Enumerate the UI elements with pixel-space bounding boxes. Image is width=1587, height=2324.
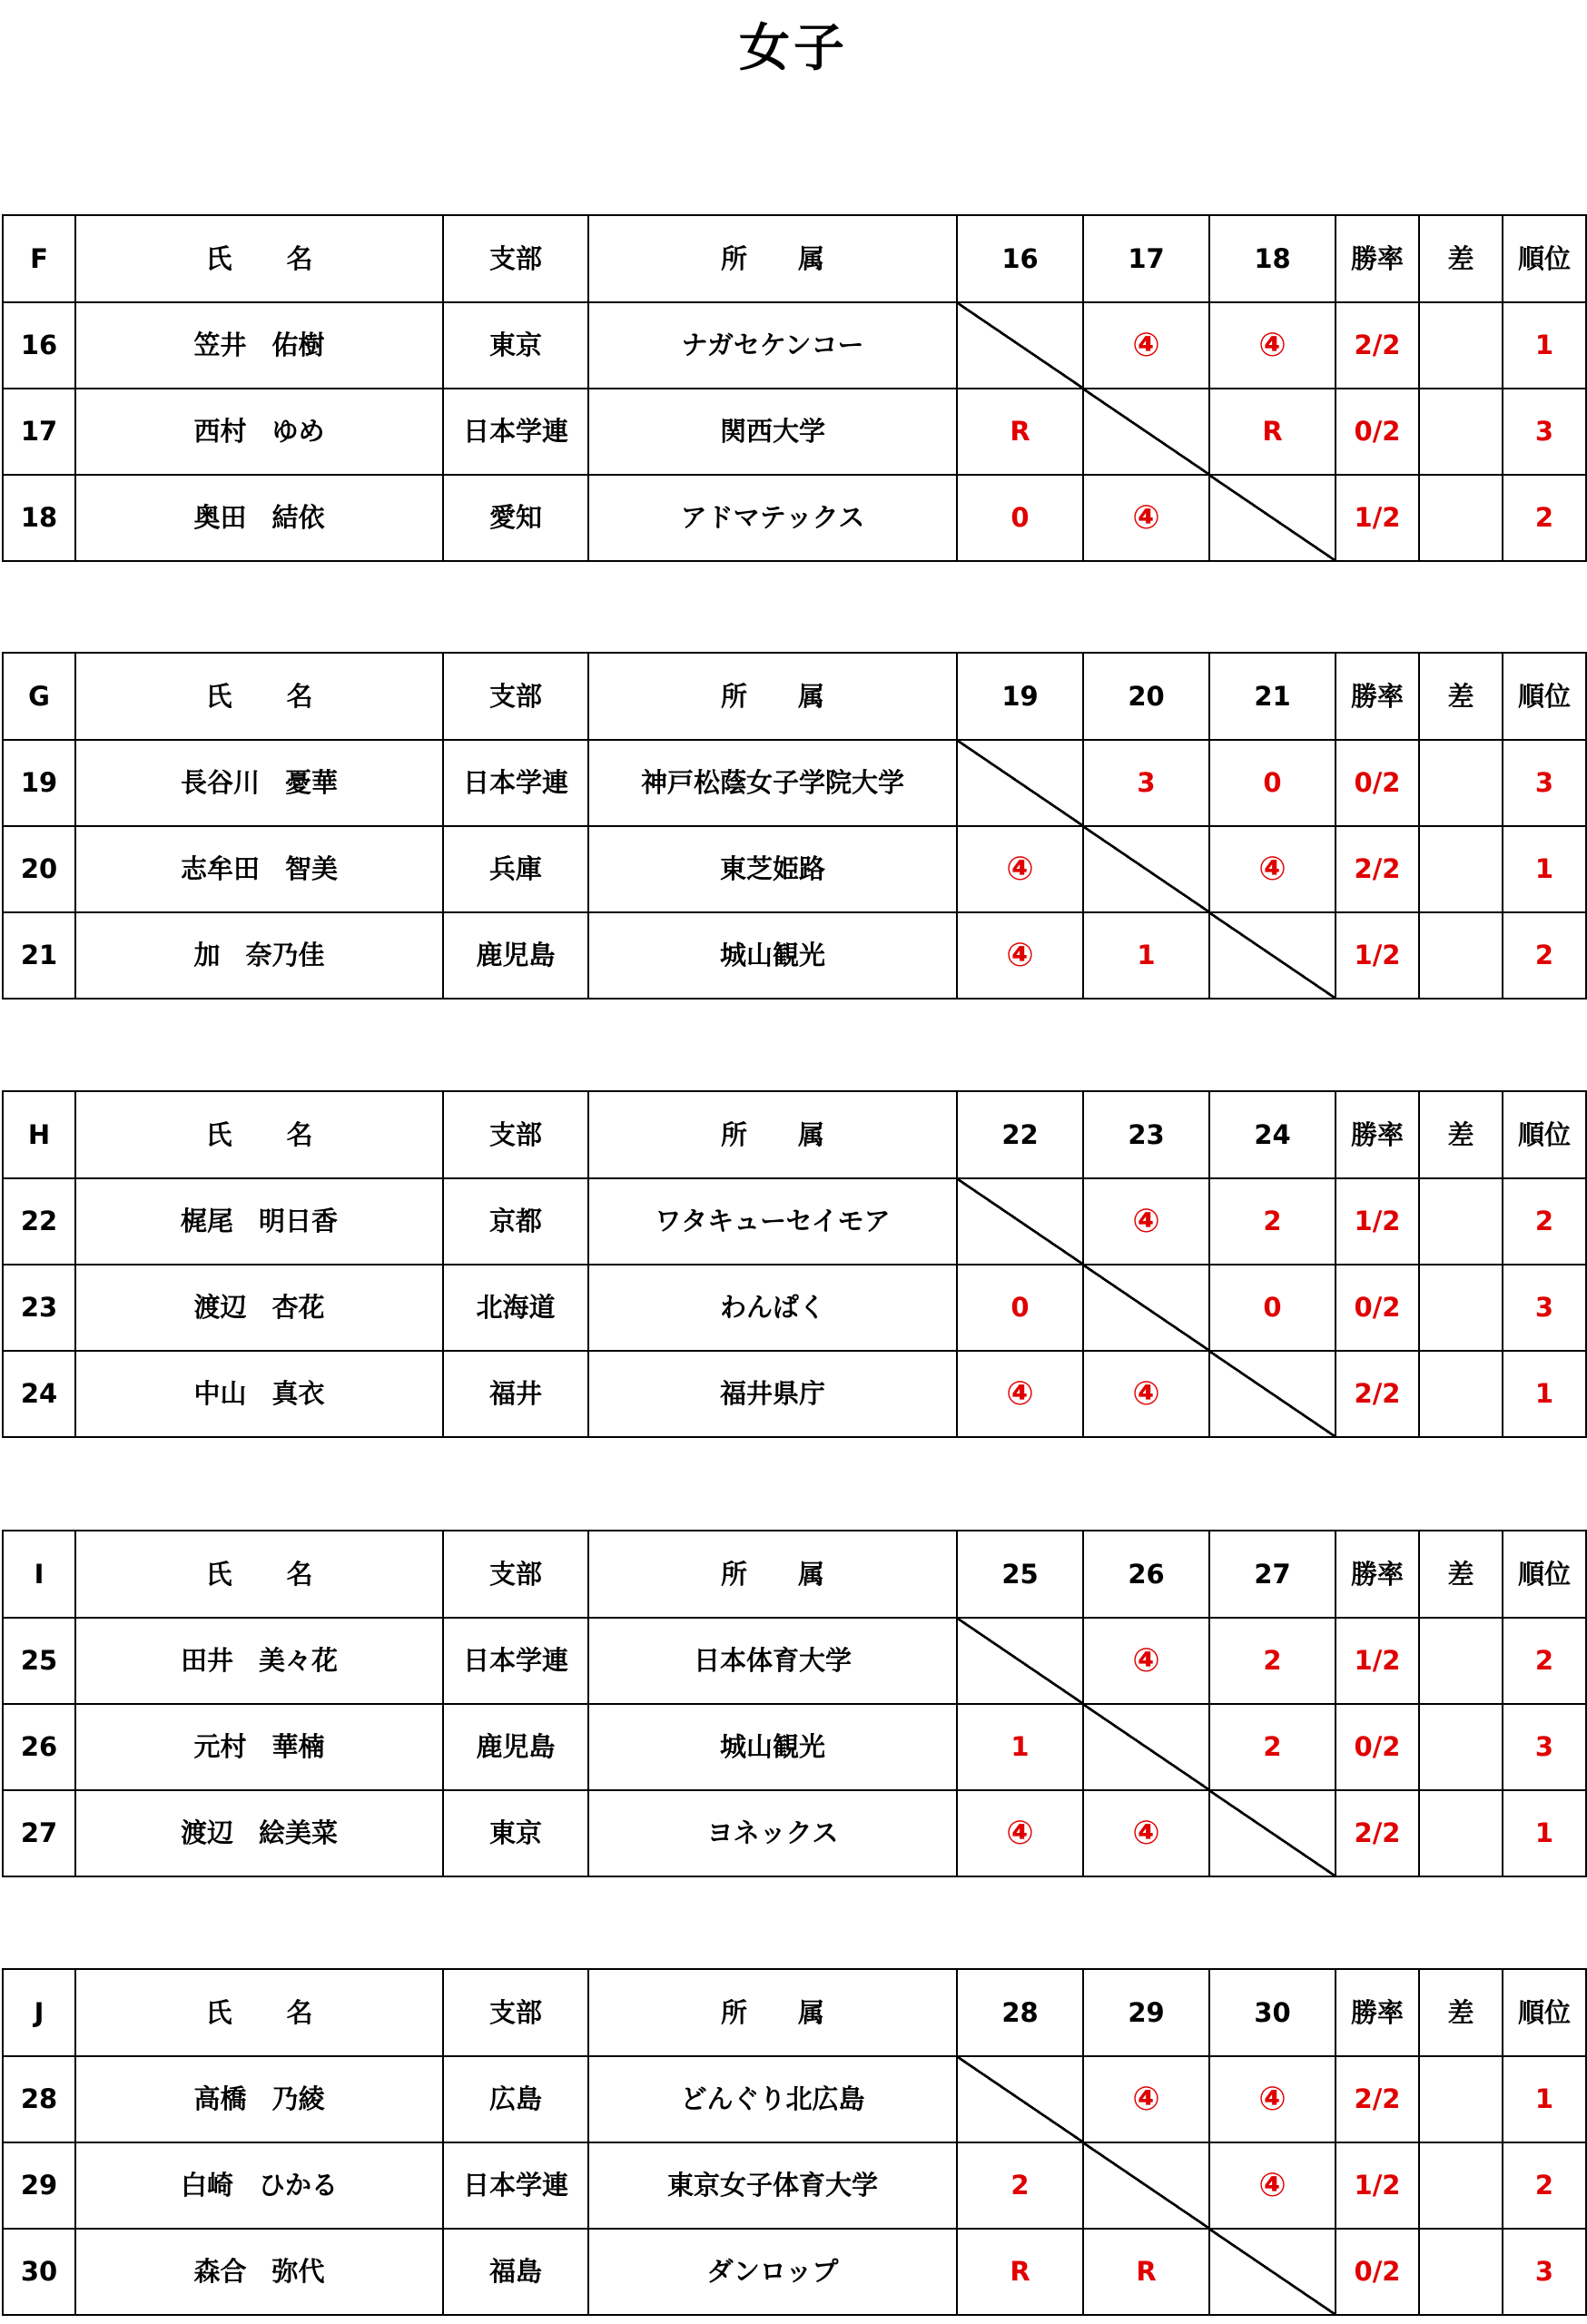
match-result: ④ [957,1790,1083,1876]
table-row [3,1704,1586,1790]
header-name-part: 氏 [205,1118,232,1150]
match-result: 0 [957,475,1083,561]
match-result: ④ [957,826,1083,912]
player-win-rate: 1/2 [1336,1618,1419,1704]
player-name [75,1351,443,1437]
header-branch: 支部 [443,653,588,740]
player-win-rate: 1/2 [1336,2142,1419,2229]
player-name [75,912,443,999]
player-rank: 3 [1503,2229,1586,2315]
player-no: 23 [3,1265,75,1351]
header-diff: 差 [1419,1969,1503,2056]
header-affiliation-part: 属 [798,1996,825,2028]
match-result: 1 [957,1704,1083,1790]
header-name [75,653,443,740]
player-affiliation: アドマテックス [588,475,957,561]
match-result: 0 [1209,1265,1336,1351]
header-opponent-no: 16 [957,215,1083,302]
header-opponent-no: 24 [1209,1091,1336,1178]
player-diff [1419,912,1503,999]
player-family-name: 笠井 [193,330,247,360]
player-rank: 1 [1503,2056,1586,2142]
player-win-rate: 0/2 [1336,1265,1419,1351]
header-affiliation-part: 属 [798,1118,825,1150]
header-name-part: 氏 [205,1558,232,1590]
player-branch: 福井 [443,1351,588,1437]
match-result: ④ [1083,1618,1209,1704]
player-no: 16 [3,302,75,389]
header-row [3,1969,1586,2056]
player-no: 26 [3,1704,75,1790]
header-affiliation-part: 属 [798,680,825,712]
match-result: 1 [1083,912,1209,999]
header-name-part: 名 [286,680,313,712]
match-result: ④ [1083,1351,1209,1437]
player-branch: 北海道 [443,1265,588,1351]
match-result: R [957,389,1083,475]
player-win-rate: 2/2 [1336,1351,1419,1437]
header-name [75,1531,443,1618]
match-result: 2 [957,2142,1083,2229]
player-win-rate: 0/2 [1336,389,1419,475]
table-row [3,912,1586,999]
player-rank: 2 [1503,912,1586,999]
group-label: G [3,653,75,740]
player-win-rate: 1/2 [1336,912,1419,999]
header-opponent-no: 21 [1209,653,1336,740]
player-family-name: 高橋 [193,2083,247,2114]
match-result: ④ [1209,2056,1336,2142]
player-branch: 京都 [443,1178,588,1265]
player-name [75,826,443,912]
player-rank: 3 [1503,1265,1586,1351]
player-win-rate: 2/2 [1336,826,1419,912]
player-affiliation: 東京女子体育大学 [588,2142,957,2229]
player-affiliation: どんぐり北広島 [588,2056,957,2142]
header-opponent-no: 23 [1083,1091,1209,1178]
player-name [75,2142,443,2229]
header-affiliation-part: 所 [720,242,747,274]
header-branch: 支部 [443,1969,588,2056]
header-row [3,215,1586,302]
self-match-cell [957,2056,1083,2142]
self-match-cell [1083,389,1209,475]
league-table-i [2,1530,1587,1877]
player-win-rate: 2/2 [1336,1790,1419,1876]
header-affiliation [588,1091,957,1178]
league-table-j [2,1968,1587,2316]
player-given-name: 明日香 [259,1206,339,1236]
match-result: 2 [1209,1178,1336,1265]
self-match-cell [1209,912,1336,999]
match-result: ④ [957,912,1083,999]
player-branch: 東京 [443,1790,588,1876]
player-diff [1419,302,1503,389]
table-row [3,475,1586,561]
player-diff [1419,1790,1503,1876]
player-affiliation: ヨネックス [588,1790,957,1876]
player-diff [1419,1704,1503,1790]
player-affiliation: 城山観光 [588,912,957,999]
table-row [3,826,1586,912]
self-match-cell [1209,1790,1336,1876]
player-family-name: 長谷川 [180,767,260,798]
player-given-name: 絵美菜 [259,1817,339,1848]
player-affiliation: 東芝姫路 [588,826,957,912]
header-diff: 差 [1419,1091,1503,1178]
player-family-name: 西村 [193,416,247,447]
header-row [3,653,1586,740]
header-name-part: 氏 [205,242,232,274]
match-result: ④ [1083,1790,1209,1876]
player-diff [1419,1265,1503,1351]
player-branch: 広島 [443,2056,588,2142]
match-result: ④ [1209,826,1336,912]
header-win-rate: 勝率 [1336,1091,1419,1178]
player-name [75,1265,443,1351]
player-family-name: 白崎 [180,2170,233,2201]
self-match-cell [1209,475,1336,561]
header-affiliation-part: 所 [720,680,747,712]
player-affiliation: 城山観光 [588,1704,957,1790]
table-row [3,389,1586,475]
player-given-name: 奈乃佳 [245,940,325,970]
header-name-part: 名 [286,242,313,274]
header-opponent-no: 25 [957,1531,1083,1618]
self-match-cell [1083,1265,1209,1351]
match-result: ④ [957,1351,1083,1437]
player-family-name: 志牟田 [180,853,260,884]
player-family-name: 奥田 [193,502,247,533]
player-branch: 愛知 [443,475,588,561]
table-row [3,1790,1586,1876]
player-given-name: 智美 [285,853,339,884]
player-no: 17 [3,389,75,475]
header-win-rate: 勝率 [1336,653,1419,740]
match-result: ④ [1083,2056,1209,2142]
player-win-rate: 2/2 [1336,302,1419,389]
self-match-cell [1209,2229,1336,2315]
header-affiliation [588,1531,957,1618]
player-name [75,2229,443,2315]
player-branch: 日本学連 [443,2142,588,2229]
player-win-rate: 0/2 [1336,1704,1419,1790]
player-branch: 日本学連 [443,740,588,826]
header-affiliation [588,653,957,740]
player-diff [1419,826,1503,912]
header-name-part: 名 [286,1118,313,1150]
player-diff [1419,1178,1503,1265]
player-win-rate: 2/2 [1336,2056,1419,2142]
match-result: ④ [1209,2142,1336,2229]
header-branch: 支部 [443,215,588,302]
self-match-cell [1083,1704,1209,1790]
player-affiliation: ワタキューセイモア [588,1178,957,1265]
league-table-h [2,1090,1587,1438]
header-opponent-no: 17 [1083,215,1209,302]
player-branch: 日本学連 [443,389,588,475]
header-name-part: 氏 [205,1996,232,2028]
player-family-name: 渡辺 [180,1817,233,1848]
header-name [75,1091,443,1178]
header-affiliation-part: 所 [720,1118,747,1150]
self-match-cell [957,1618,1083,1704]
player-rank: 2 [1503,1618,1586,1704]
match-result: ④ [1083,1178,1209,1265]
header-win-rate: 勝率 [1336,1969,1419,2056]
match-result: R [1083,2229,1209,2315]
player-diff [1419,2056,1503,2142]
player-name [75,1178,443,1265]
player-branch: 東京 [443,302,588,389]
header-name [75,1969,443,2056]
player-no: 19 [3,740,75,826]
table-row [3,1351,1586,1437]
player-rank: 2 [1503,475,1586,561]
player-given-name: 美々花 [259,1645,339,1676]
header-opponent-no: 27 [1209,1531,1336,1618]
player-win-rate: 0/2 [1336,740,1419,826]
header-row [3,1531,1586,1618]
player-family-name: 森合 [193,2256,247,2287]
player-name [75,2056,443,2142]
self-match-cell [957,302,1083,389]
player-family-name: 田井 [180,1645,233,1676]
self-match-cell [957,1178,1083,1265]
header-diff: 差 [1419,215,1503,302]
match-result: ④ [1083,475,1209,561]
player-rank: 3 [1503,389,1586,475]
player-rank: 1 [1503,1351,1586,1437]
player-name [75,389,443,475]
header-win-rate: 勝率 [1336,215,1419,302]
player-affiliation: ダンロップ [588,2229,957,2315]
player-branch: 日本学連 [443,1618,588,1704]
player-win-rate: 1/2 [1336,1178,1419,1265]
player-diff [1419,2229,1503,2315]
match-result: R [957,2229,1083,2315]
header-opponent-no: 30 [1209,1969,1336,2056]
player-name [75,302,443,389]
player-name [75,1704,443,1790]
player-name [75,1618,443,1704]
player-family-name: 元村 [193,1731,247,1762]
player-affiliation: 福井県庁 [588,1351,957,1437]
self-match-cell [1083,826,1209,912]
league-table-f [2,214,1587,562]
player-no: 29 [3,2142,75,2229]
group-label: F [3,215,75,302]
group-label: I [3,1531,75,1618]
match-result: 2 [1209,1618,1336,1704]
player-diff [1419,389,1503,475]
header-win-rate: 勝率 [1336,1531,1419,1618]
header-rank: 順位 [1503,1091,1586,1178]
header-rank: 順位 [1503,1531,1586,1618]
header-affiliation-part: 属 [798,1558,825,1590]
player-given-name: 佑樹 [271,330,325,360]
header-opponent-no: 22 [957,1091,1083,1178]
table-row [3,1265,1586,1351]
player-given-name: 乃綾 [271,2083,325,2114]
player-name [75,1790,443,1876]
player-branch: 兵庫 [443,826,588,912]
player-diff [1419,2142,1503,2229]
player-given-name: 真衣 [271,1378,325,1409]
header-row [3,1091,1586,1178]
player-given-name: 憂華 [285,767,339,798]
table-row [3,2142,1586,2229]
match-result: 2 [1209,1704,1336,1790]
player-diff [1419,475,1503,561]
header-affiliation-part: 所 [720,1558,747,1590]
header-rank: 順位 [1503,215,1586,302]
group-label: J [3,1969,75,2056]
player-name [75,740,443,826]
player-win-rate: 1/2 [1336,475,1419,561]
player-affiliation: 関西大学 [588,389,957,475]
table-row [3,1178,1586,1265]
header-opponent-no: 29 [1083,1969,1209,2056]
player-branch: 福島 [443,2229,588,2315]
header-branch: 支部 [443,1531,588,1618]
header-affiliation [588,1969,957,2056]
player-no: 27 [3,1790,75,1876]
player-rank: 3 [1503,740,1586,826]
player-family-name: 梶尾 [180,1206,233,1236]
header-opponent-no: 19 [957,653,1083,740]
player-diff [1419,1618,1503,1704]
player-affiliation: ナガセケンコー [588,302,957,389]
player-rank: 3 [1503,1704,1586,1790]
player-given-name: ひかる [259,2170,339,2201]
player-rank: 2 [1503,2142,1586,2229]
match-result: 0 [1209,740,1336,826]
player-family-name: 加 [193,940,221,970]
player-no: 20 [3,826,75,912]
player-given-name: 華楠 [271,1731,325,1762]
group-label: H [3,1091,75,1178]
match-result: R [1209,389,1336,475]
player-rank: 1 [1503,1790,1586,1876]
match-result: 3 [1083,740,1209,826]
player-given-name: 結依 [271,502,325,533]
player-no: 25 [3,1618,75,1704]
player-no: 18 [3,475,75,561]
table-row [3,2229,1586,2315]
player-diff [1419,1351,1503,1437]
player-no: 28 [3,2056,75,2142]
match-result: 0 [957,1265,1083,1351]
player-branch: 鹿児島 [443,1704,588,1790]
self-match-cell [1209,1351,1336,1437]
header-opponent-no: 20 [1083,653,1209,740]
header-opponent-no: 18 [1209,215,1336,302]
header-diff: 差 [1419,1531,1503,1618]
header-name [75,215,443,302]
match-result: ④ [1083,302,1209,389]
player-given-name: ゆめ [271,416,325,447]
header-name-part: 名 [286,1996,313,2028]
player-family-name: 中山 [193,1378,247,1409]
player-rank: 1 [1503,826,1586,912]
player-affiliation: わんぱく [588,1265,957,1351]
player-affiliation: 日本体育大学 [588,1618,957,1704]
player-branch: 鹿児島 [443,912,588,999]
header-opponent-no: 28 [957,1969,1083,2056]
header-branch: 支部 [443,1091,588,1178]
header-rank: 順位 [1503,653,1586,740]
player-family-name: 渡辺 [193,1292,247,1323]
player-no: 22 [3,1178,75,1265]
self-match-cell [957,740,1083,826]
header-diff: 差 [1419,653,1503,740]
player-win-rate: 0/2 [1336,2229,1419,2315]
player-given-name: 杏花 [271,1292,325,1323]
header-affiliation-part: 所 [720,1996,747,2028]
table-row [3,1618,1586,1704]
player-rank: 2 [1503,1178,1586,1265]
player-name [75,475,443,561]
table-row [3,2056,1586,2142]
player-diff [1419,740,1503,826]
player-no: 21 [3,912,75,999]
header-opponent-no: 26 [1083,1531,1209,1618]
league-table-g [2,652,1587,1000]
player-affiliation: 神戸松蔭女子学院大学 [588,740,957,826]
header-affiliation-part: 属 [798,242,825,274]
player-no: 30 [3,2229,75,2315]
table-row [3,302,1586,389]
page-title: 女子 [739,19,848,78]
player-rank: 1 [1503,302,1586,389]
table-row [3,740,1586,826]
player-given-name: 弥代 [271,2256,325,2287]
header-affiliation [588,215,957,302]
header-name-part: 名 [286,1558,313,1590]
header-rank: 順位 [1503,1969,1586,2056]
player-no: 24 [3,1351,75,1437]
self-match-cell [1083,2142,1209,2229]
header-name-part: 氏 [205,680,232,712]
match-result: ④ [1209,302,1336,389]
